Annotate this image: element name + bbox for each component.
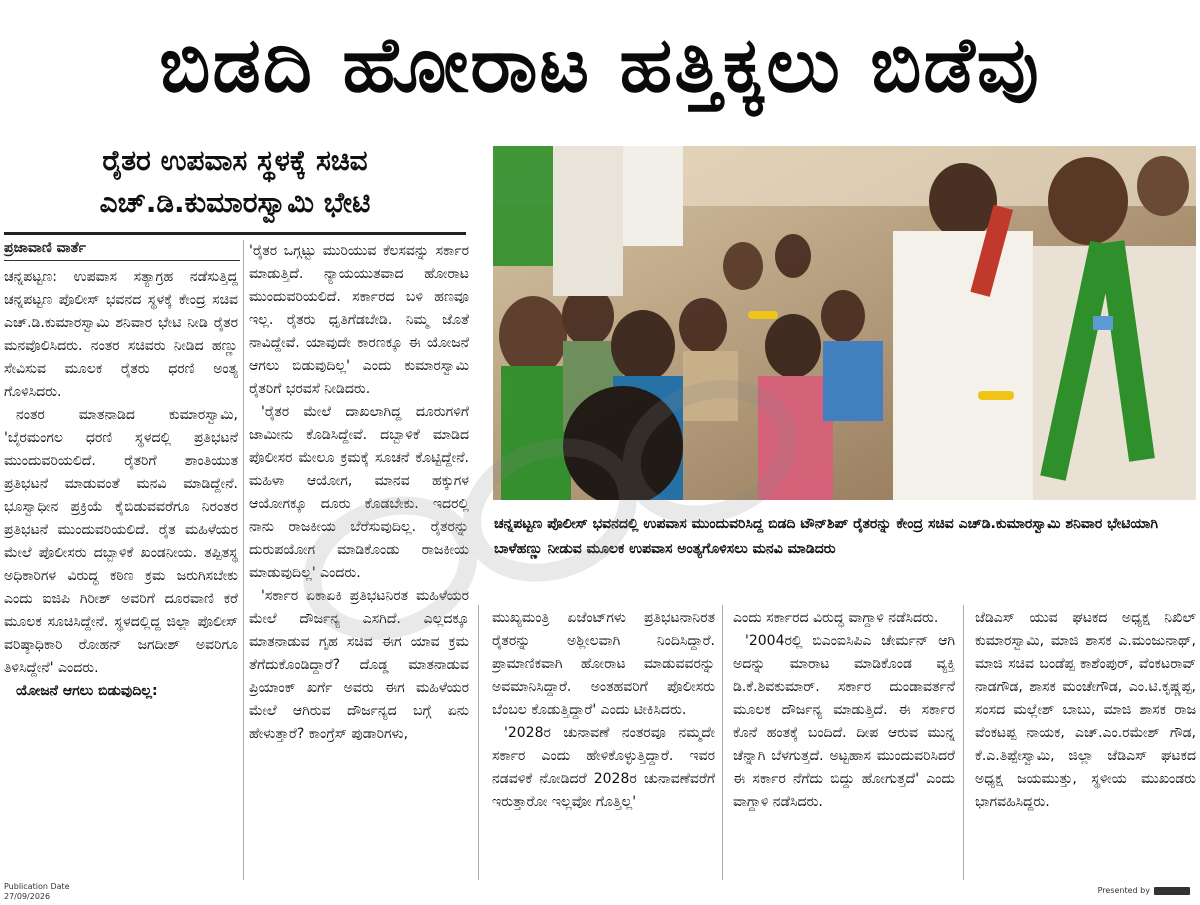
- subheadline-line-2: ಎಚ್.ಡಿ.ಕುಮಾರಸ್ವಾಮಿ ಭೇಟಿ: [99, 186, 371, 219]
- publication-date-block: [4, 882, 70, 902]
- article-column-3: [492, 607, 715, 879]
- paragraph: 'ರೈತರ ಒಗ್ಗಟ್ಟು ಮುರಿಯುವ ಕೆಲಸವನ್ನು ಸರ್ಕಾರ ಮಾಡುತ್ತಿದೆ. ನ್ಯಾಯಯುತವಾದ ಹೋರಾಟ ಮುಂದುವರಿಯಲಿದೆ. ಸರ್ಕಾರದ ಬಳಿ ಹಣವೂ ಇಲ್ಲ. ರೈತರು ಧೃತಿಗೆಡಬೇಡಿ. ನಿಮ್ಮ ಜೊತೆ ನಾವಿದ್ದೇವೆ. ಯಾವುದೇ ಕಾರಣಕ್ಕೂ ಈ ಯೋಜನೆ ಆಗಲು ಬಿಡುವುದಿಲ್ಲ' ಎಂದು ಕುಮಾರಸ್ವಾಮಿ ರೈತರಿಗೆ ಭರವಸೆ ನೀಡಿದರು.: [249, 243, 469, 397]
- paragraph: ಎಂದು ಸರ್ಕಾರದ ವಿರುದ್ಧ ವಾಗ್ದಾಳಿ ನಡೆಸಿದರು.: [733, 610, 939, 626]
- paragraph: ಮುಖ್ಯಮಂತ್ರಿ ಏಜೆಂಟ್‌ಗಳು ಪ್ರತಿಭಟನಾನಿರತ ರೈತರನ್ನು ಅಶ್ಲೀಲವಾಗಿ ನಿಂದಿಸಿದ್ದಾರೆ. ಪ್ರಾಮಾಣಿಕವಾಗಿ ಹೋರಾಟ ಮಾಡುವವರನ್ನು ಅವಮಾನಿಸಿದ್ದಾರೆ. ಅಂತಹವರಿಗೆ ಪೊಲೀಸರು ಬೆಂಬಲ ಕೊಡುತ್ತಿದ್ದಾರೆ' ಎಂದು ಟೀಕಿಸಿದರು.: [492, 610, 715, 718]
- column-divider: [722, 605, 723, 880]
- article-column-5: [975, 607, 1196, 879]
- paragraph: ನಂತರ ಮಾತನಾಡಿದ ಕುಮಾರಸ್ವಾಮಿ, 'ಬೈರಮಂಗಲ ಧರಣಿ ಸ್ಥಳದಲ್ಲಿ ಪ್ರತಿಭಟನೆ ಮುಂದುವರಿಯಲಿದೆ. ರೈತರಿಗೆ ಶಾಂತಿಯುತ ಪ್ರತಿಭಟನೆ ಮಾಡುವಂತೆ ಮನವಿ ಮಾಡಿದ್ದೇನೆ. ಭೂಸ್ವಾಧೀನ ಪ್ರಕ್ರಿಯೆ ಕೈಬಿಡುವವರೆಗೂ ನಿರಂತರ ಪ್ರತಿಭಟನೆ ಮುಂದುವರಿಯಲಿದೆ. ರೈತ ಮಹಿಳೆಯರ ಮೇಲೆ ಪೊಲೀಸರು ದಬ್ಬಾಳಿಕೆ ಖಂಡನೀಯ. ತಪ್ಪಿತಸ್ಥ ಅಧಿಕಾರಿಗಳ ವಿರುದ್ಧ ಕಠಿಣ ಕ್ರಮ ಜರುಗಿಸಬೇಕು ಎಂದು ಐಜಿಪಿ ಗಿರೀಶ್ ಅವರಿಗೆ ದೂರವಾಣಿ ಕರೆ ಮೂಲಕ ಸೂಚಿಸಿದ್ದೇನೆ. ಸ್ಥಳದಲ್ಲಿದ್ದ ಜಿಲ್ಲಾ ಪೊಲೀಸ್ ವರಿಷ್ಠಾಧಿಕಾರಿ ರೋಹನ್ ಜಗದೀಶ್ ಅವರಿಗೂ ತಿಳಿಸಿದ್ದೇನೆ' ಎಂದರು.: [4, 407, 238, 676]
- byline: ಪ್ರಜಾವಾಣಿ ವಾರ್ತೆ: [4, 240, 240, 261]
- subheading: ಯೋಜನೆ ಆಗಲು ಬಿಡುವುದಿಲ್ಲ:: [16, 683, 158, 699]
- presented-by-label: Presented by: [1097, 886, 1150, 895]
- paragraph: '2028ರ ಚುನಾವಣೆ ನಂತರವೂ ನಮ್ಮದೇ ಸರ್ಕಾರ ಎಂದು ಹೇಳಿಕೊಳ್ಳುತ್ತಿದ್ದಾರೆ. ಇವರ ನಡವಳಿಕೆ ನೋಡಿದರೆ 2028ರ ಚುನಾವಣೆವರೆಗೆ ಇರುತ್ತಾರೋ ಇಲ್ಲವೋ ಗೊತ್ತಿಲ್ಲ': [492, 725, 715, 810]
- paragraph: ಚನ್ನಪಟ್ಟಣ: ಉಪವಾಸ ಸತ್ಯಾಗ್ರಹ ನಡೆಸುತ್ತಿದ್ದ ಚನ್ನಪಟ್ಟಣ ಪೊಲೀಸ್ ಭವನದ ಸ್ಥಳಕ್ಕೆ ಕೇಂದ್ರ ಸಚಿವ ಎಚ್.ಡಿ.ಕುಮಾರಸ್ವಾಮಿ ಶನಿವಾರ ಭೇಟಿ ನೀಡಿ ರೈತರ ಮನವೊಲಿಸಿದರು. ನಂತರ ಸಚಿವರು ನೀಡಿದ ಹಣ್ಣು ಸೇವಿಸುವ ಮೂಲಕ ರೈತರು ಧರಣಿ ಅಂತ್ಯ ಗೊಳಿಸಿದರು.: [4, 269, 238, 400]
- paragraph: ಜೆಡಿಎಸ್ ಯುವ ಘಟಕದ ಅಧ್ಯಕ್ಷ ನಿಖಿಲ್ ಕುಮಾರಸ್ವಾಮಿ, ಮಾಜಿ ಶಾಸಕ ಎ.ಮಂಜುನಾಥ್, ಮಾಜಿ ಸಚಿವ ಬಂಡೆಪ್ಪ ಕಾಶೆಂಪುರ್, ವೆಂಕಟರಾವ್ ನಾಡಗೌಡ, ಶಾಸಕ ಮಂಚೇಗೌಡ, ಎಂ.ಟಿ.ಕೃಷ್ಣಪ್ಪ, ಸಂಸದ ಮಲ್ಲೇಶ್ ಬಾಬು, ಮಾಜಿ ಶಾಸಕ ರಾಜ ವೆಂಕಟಪ್ಪ ನಾಯಕ, ಎಚ್.ಎಂ.ರಮೇಶ್ ಗೌಡ, ಕೆ.ಎ.ತಿಪ್ಪೇಸ್ವಾಮಿ, ಜಿಲ್ಲಾ ಜೆಡಿಎಸ್ ಘಟಕದ ಅಧ್ಯಕ್ಷ ಜಯಮುತ್ತು, ಸ್ಥಳೀಯ ಮುಖಂಡರು ಭಾಗವಹಿಸಿದ್ದರು.: [975, 610, 1196, 810]
- photo-caption: ಚನ್ನಪಟ್ಟಣ ಪೊಲೀಸ್ ಭವನದಲ್ಲಿ ಉಪವಾಸ ಮುಂದುವರಿಸಿದ್ದ ಬಿಡದಿ ಟೌನ್‌ಶಿಪ್ ರೈತರನ್ನು ಕೇಂದ್ರ ಸಚಿವ ಎಚ್‌ಡಿ.ಕುಮಾರಸ್ವಾಮಿ ಶನಿವಾರ ಭೇಟಿಯಾಗಿ ಬಾಳೆಹಣ್ಣು ನೀಡುವ ಮೂಲಕ ಉಪವಾಸ ಅಂತ್ಯಗೊಳಿಸಲು ಮನವಿ ಮಾಡಿದರು: [494, 516, 1158, 557]
- publication-date-label: Publication Date: [4, 882, 70, 891]
- subheadline: [0, 140, 470, 224]
- column-divider: [963, 605, 964, 880]
- section-rule: [4, 232, 466, 235]
- paragraph: '2004ರಲ್ಲಿ ಬಿಎಂಐಸಿಪಿಎ ಚೇರ್ಮನ್ ಆಗಿ ಅದನ್ನು ಮಾರಾಟ ಮಾಡಿಕೊಂಡ ವ್ಯಕ್ತಿ ಡಿ.ಕೆ.ಶಿವಕುಮಾರ್. ಸರ್ಕಾರ ದುಂಡಾವರ್ತನೆ ಮೂಲಕ ದೌರ್ಜನ್ಯ ಮಾಡುತ್ತಿದೆ. ಈ ಸರ್ಕಾರ ಕೊನೆ ಹಂತಕ್ಕೆ ಬಂದಿದೆ. ದೀಪ ಆರುವ ಮುನ್ನ ಚೆನ್ನಾಗಿ ಬೆಳಗುತ್ತದೆ. ಅಟ್ಟಹಾಸ ಮುಂದುವರಿಸಿದರೆ ಈ ಸರ್ಕಾರ ನೆಗೆದು ಬಿದ್ದು ಹೋಗುತ್ತದೆ' ಎಂದು ವಾಗ್ದಾಳಿ ನಡೆಸಿದರು.: [733, 633, 955, 810]
- article-column-4: [733, 607, 955, 879]
- paragraph: 'ಸರ್ಕಾರ ಏಕಾಏಕಿ ಪ್ರತಿಭಟನಿರತ ಮಹಿಳೆಯರ ಮೇಲೆ ದೌರ್ಜನ್ಯ ಎಸಗಿದೆ. ಎಲ್ಲದಕ್ಕೂ ಮಾತನಾಡುವ ಗೃಹ ಸಚಿವ ಈಗ ಯಾವ ಕ್ರಮ ತೆಗೆದುಕೊಂಡಿದ್ದಾರೆ? ದೊಡ್ಡ ಮಾತನಾಡುವ ಪ್ರಿಯಾಂಕ್ ಖರ್ಗೆ ಅವರು ಈಗ ಮಹಿಳೆಯರ ಮೇಲೆ ಆಗಿರುವ ದೌರ್ಜನ್ಯದ ಬಗ್ಗೆ ಏನು ಹೇಳುತ್ತಾರೆ? ಕಾಂಗ್ರೆಸ್ ಪುಡಾರಿಗಳು,: [249, 588, 469, 742]
- article-column-1: [4, 266, 238, 878]
- headline: ಬಿಡದಿ ಹೋರಾಟ ಹತ್ತಿಕ್ಕಲು ಬಿಡೆವು: [159, 19, 1041, 109]
- presented-by-block: [1098, 886, 1190, 895]
- column-divider: [478, 605, 479, 880]
- publisher-logo-icon: [1154, 887, 1190, 895]
- publication-date: 27/09/2026: [4, 892, 51, 901]
- column-divider: [243, 240, 244, 880]
- subheadline-line-1: ರೈತರ ಉಪವಾಸ ಸ್ಥಳಕ್ಕೆ ಸಚಿವ: [102, 144, 368, 177]
- paragraph: 'ರೈತರ ಮೇಲೆ ದಾಖಲಾಗಿದ್ದ ದೂರುಗಳಿಗೆ ಜಾಮೀನು ಕೊಡಿಸಿದ್ದೇವೆ. ದಬ್ಬಾಳಿಕೆ ಮಾಡಿದ ಪೊಲೀಸರ ಮೇಲೂ ಕ್ರಮಕ್ಕೆ ಸೂಚನೆ ಕೊಟ್ಟಿದ್ದೇನೆ. ಮಹಿಳಾ ಆಯೋಗ, ಮಾನವ ಹಕ್ಕುಗಳ ಆಯೋಗಕ್ಕೂ ದೂರು ಕೊಡಬೇಕು. ಇದರಲ್ಲಿ ನಾನು ರಾಜಕೀಯ ಬೆರೆಸುವುದಿಲ್ಲ. ರೈತರನ್ನು ದುರುಪಯೋಗ ಮಾಡಿಕೊಂಡು ರಾಜಕೀಯ ಮಾಡುವುದಿಲ್ಲ' ಎಂದರು.: [249, 404, 469, 581]
